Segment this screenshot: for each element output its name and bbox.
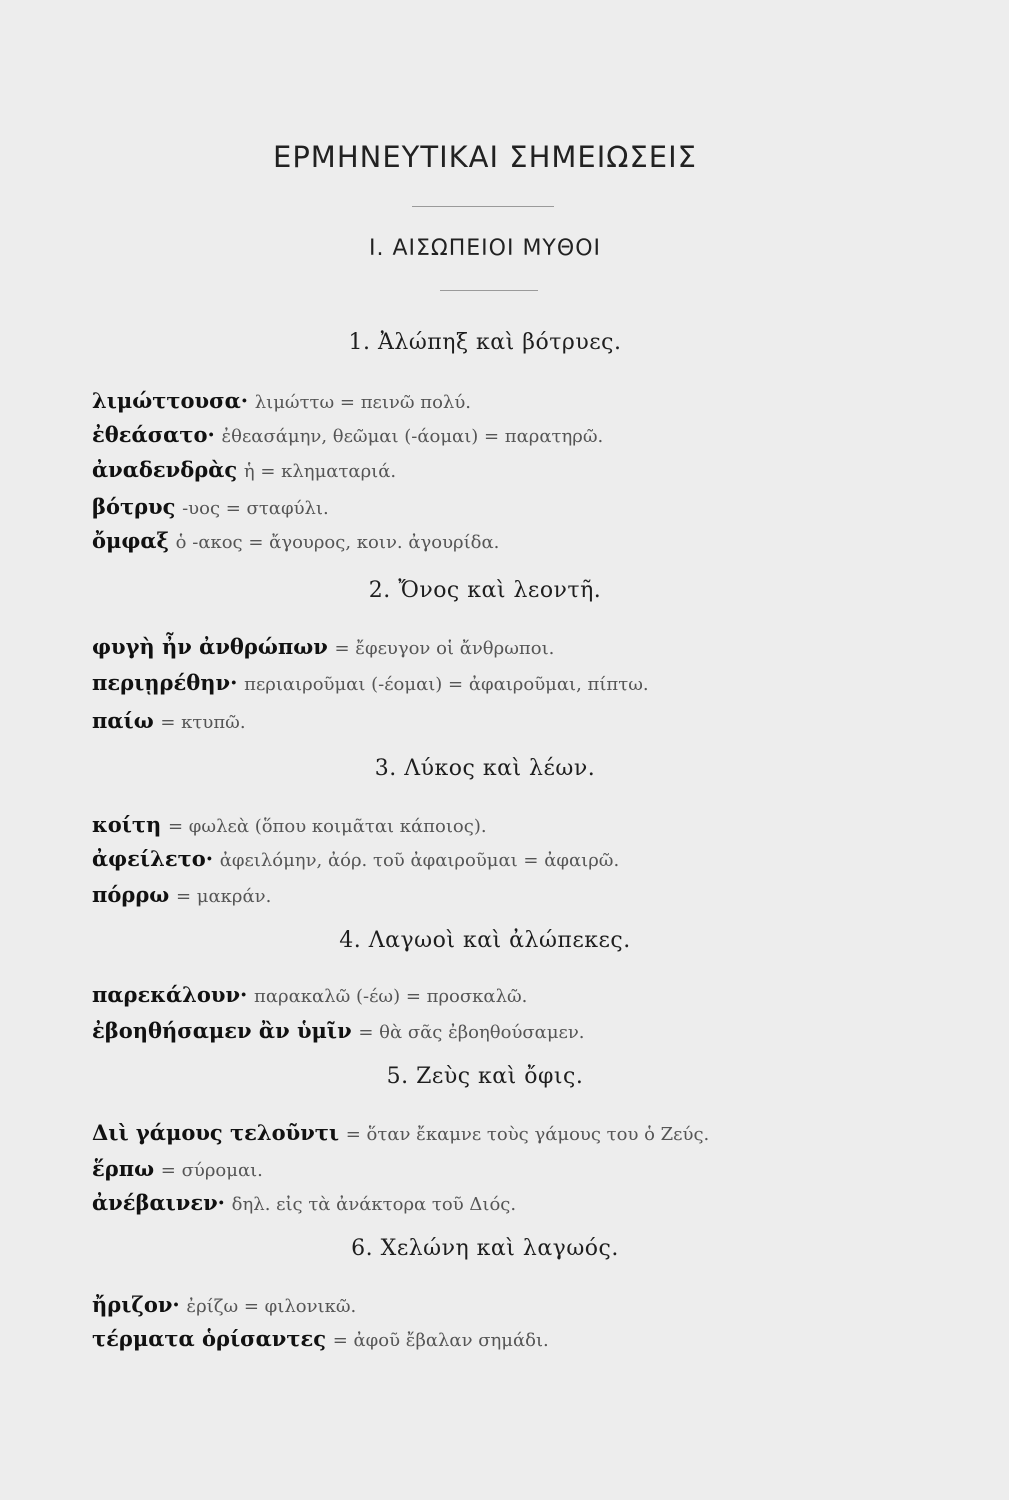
entry-lemma: περιῃρέθην·: [92, 670, 238, 695]
entry-gloss: ἀφειλόμην, ἀόρ. τοῦ ἀφαιροῦμαι = ἀφαιρῶ.: [219, 850, 620, 871]
gloss-entry: [92, 710, 246, 732]
entry-gloss: περιαιροῦμαι (-έομαι) = ἀφαιροῦμαι, πίπτω.: [244, 674, 649, 695]
entry-gloss: ἐθεασάμην, θεῶμαι (-άομαι) = παρατηρῶ.: [221, 426, 604, 447]
entry-gloss: = σύρομαι.: [160, 1160, 263, 1181]
entry-lemma: ἐθεάσατο·: [92, 422, 215, 447]
entry-gloss: = θὰ σᾶς ἐβοηθούσαμεν.: [358, 1022, 585, 1043]
gloss-entry: [92, 390, 471, 412]
part-title: Ι. ΑΙΣΩΠΕΙΟΙ ΜΥΘΟΙ: [369, 236, 601, 261]
gloss-entry: [92, 1294, 356, 1316]
entry-lemma: ἀναδενδρὰς: [92, 457, 238, 482]
gloss-entry: [92, 636, 554, 658]
section-heading: 5. Ζεὺς καὶ ὄφις.: [386, 1064, 584, 1089]
gloss-entry: [92, 1328, 549, 1350]
divider: [412, 206, 554, 207]
page-title: ΕΡΜΗΝΕΥΤΙΚΑΙ ΣΗΜΕΙΩΣΕΙΣ: [273, 140, 697, 174]
entry-lemma: ἀνέβαινεν·: [92, 1190, 225, 1215]
gloss-entry: [92, 1192, 516, 1214]
entry-lemma: κοίτη: [92, 812, 162, 837]
entry-gloss: ἡ = κληματαριά.: [243, 461, 397, 482]
gloss-entry: [92, 814, 487, 836]
gloss-entry: [92, 459, 396, 481]
entry-gloss: παρακαλῶ (-έω) = προσκαλῶ.: [254, 986, 528, 1007]
entry-gloss: = μακράν.: [176, 886, 272, 907]
entry-lemma: ἕρπω: [92, 1156, 155, 1181]
gloss-entry: [92, 672, 649, 694]
section-heading: 2. Ὄνος καὶ λεοντῆ.: [368, 578, 602, 603]
section-heading: 6. Χελώνη καὶ λαγωός.: [351, 1236, 619, 1261]
entry-lemma: πόρρω: [92, 882, 170, 907]
entry-gloss: = ὅταν ἔκαμνε τοὺς γάμους του ὁ Ζεύς.: [345, 1124, 710, 1145]
gloss-entry: [92, 530, 499, 552]
entry-lemma: ἀφείλετο·: [92, 846, 214, 871]
entry-gloss: = κτυπῶ.: [160, 712, 246, 733]
entry-lemma: ὄμφαξ: [92, 528, 169, 553]
gloss-entry: [92, 1158, 263, 1180]
entry-gloss: = φωλεὰ (ὅπου κοιμᾶται κάποιος).: [168, 816, 487, 837]
entry-gloss: -υος = σταφύλι.: [182, 498, 329, 519]
entry-gloss: = ἀφοῦ ἔβαλαν σημάδι.: [332, 1330, 549, 1351]
gloss-entry: [92, 884, 271, 906]
entry-lemma: φυγὴ ἦν ἀνθρώπων: [92, 634, 328, 659]
gloss-entry: [92, 848, 619, 870]
gloss-entry: [92, 1020, 585, 1042]
gloss-entry: [92, 424, 603, 446]
entry-lemma: λιμώττουσα·: [92, 388, 249, 413]
entry-lemma: ἤριζον·: [92, 1292, 180, 1317]
entry-lemma: βότρυς: [92, 494, 176, 519]
gloss-entry: [92, 496, 329, 518]
entry-gloss: ἐρίζω = φιλονικῶ.: [186, 1296, 357, 1317]
entry-lemma: Διὶ γάμους τελοῦντι: [92, 1120, 340, 1145]
entry-gloss: λιμώττω = πεινῶ πολύ.: [254, 392, 471, 413]
gloss-entry: [92, 984, 527, 1006]
section-heading: 4. Λαγωοὶ καὶ ἀλώπεκες.: [339, 928, 631, 953]
entry-lemma: παίω: [92, 708, 154, 733]
divider: [440, 290, 538, 291]
entry-lemma: τέρματα ὁρίσαντες: [92, 1326, 327, 1351]
entry-gloss: δηλ. εἰς τὰ ἀνάκτορα τοῦ Διός.: [231, 1194, 517, 1215]
entry-lemma: παρεκάλουν·: [92, 982, 248, 1007]
entry-gloss: = ἔφευγον οἱ ἄνθρωποι.: [334, 638, 555, 659]
gloss-entry: [92, 1122, 709, 1144]
entry-lemma: ἐβοηθήσαμεν ἂν ὑμῖν: [92, 1018, 352, 1043]
section-heading: 1. Ἀλώπηξ καὶ βότρυες.: [348, 330, 622, 355]
entry-gloss: ὁ -ακος = ἄγουρος, κοιν. ἀγουρίδα.: [175, 532, 500, 553]
section-heading: 3. Λύκος καὶ λέων.: [374, 756, 596, 781]
